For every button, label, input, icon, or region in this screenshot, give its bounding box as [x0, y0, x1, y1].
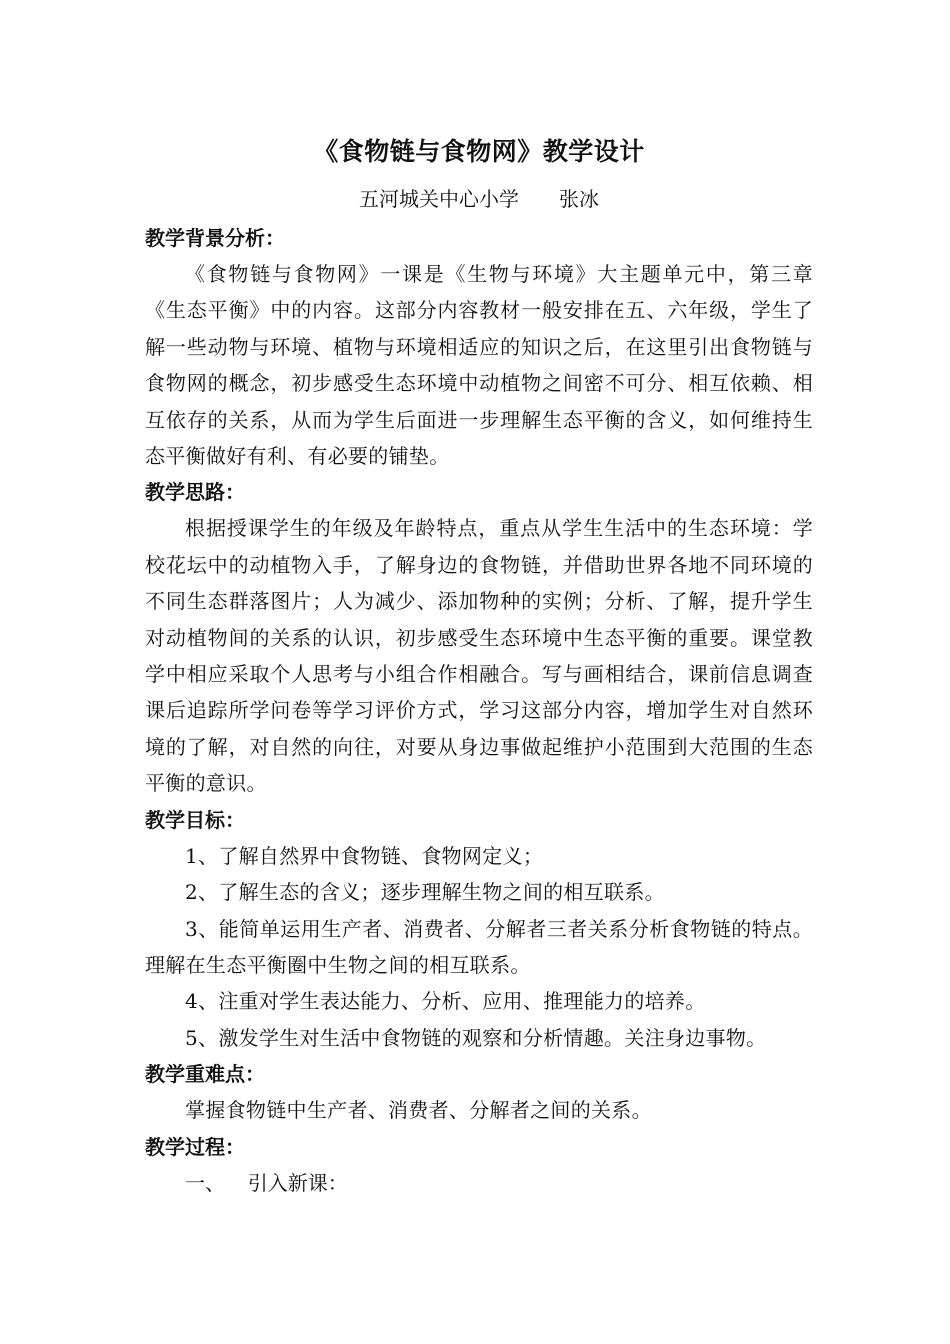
- section-process: [145, 1129, 813, 1201]
- section-heading-goals: 教学目标：: [145, 807, 245, 832]
- section-goals: [145, 802, 813, 1056]
- section-background: [145, 220, 813, 474]
- goal-item: 1、了解自然界中食物链、食物网定义；: [185, 843, 544, 868]
- section-approach: [145, 474, 813, 801]
- section-key-points: [145, 1056, 813, 1128]
- section-heading-process: 教学过程：: [145, 1134, 245, 1159]
- document-title: 《食物链与食物网》教学设计: [313, 137, 645, 166]
- goal-item: 4、注重对学生表达能力、分析、应用、推理能力的培养。: [185, 989, 706, 1014]
- section-text-background: 《食物链与食物网》一课是《生物与环境》大主题单元中，第三章《生态平衡》中的内容。这部分内容教材一般安排在五、六年级，学生了解一些动物与环境、植物与环境相适应的知识之后，在这里引出食物链与食物网的概念，初步感受生态环境中动植物之间密不可分、相互依赖、相互依存的关系，从而为学生后面进一步理解生态平衡的含义，如何维持生态平衡做好有利、有必要的铺垫。: [145, 262, 813, 469]
- section-heading-approach: 教学思路：: [145, 480, 245, 505]
- document-page: [145, 126, 813, 1201]
- document-author: 五河城关中心小学 张冰: [359, 187, 599, 211]
- goal-item: 5、激发学生对生活中食物链的观察和分析情趣。关注身边事物。: [185, 1025, 767, 1050]
- goal-item: 3、能简单运用生产者、消费者、分解者三者关系分析食物链的特点。理解在生态平衡圈中生物之间的相互联系。: [145, 916, 813, 977]
- section-text-approach: 根据授课学生的年级及年龄特点，重点从学生生活中的生态环境：学校花坛中的动植物入手，了解身边的食物链，并借助世界各地不同环境的不同生态群落图片；人为减少、添加物种的实例；分析、了解，提升学生对动植物间的关系的认识，初步感受生态环境中生态平衡的重要。课堂教学中相应采取个人思考与小组合作相融合。写与画相结合，课前信息调查课后追踪所学问卷等学习评价方式，学习这部分内容，增加学生对自然环境的了解，对自然的向往，对要从身边事做起维护小范围到大范围的生态平衡的意识。: [145, 516, 813, 796]
- section-text-key-points: 掌握食物链中生产者、消费者、分解者之间的关系。: [185, 1098, 652, 1123]
- goal-item: 2、了解生态的含义；逐步理解生物之间的相互联系。: [185, 880, 665, 905]
- section-heading-background: 教学背景分析：: [145, 226, 285, 250]
- section-heading-key-points: 教学重难点：: [145, 1062, 265, 1087]
- process-step: 一、 引入新课：: [185, 1170, 348, 1195]
